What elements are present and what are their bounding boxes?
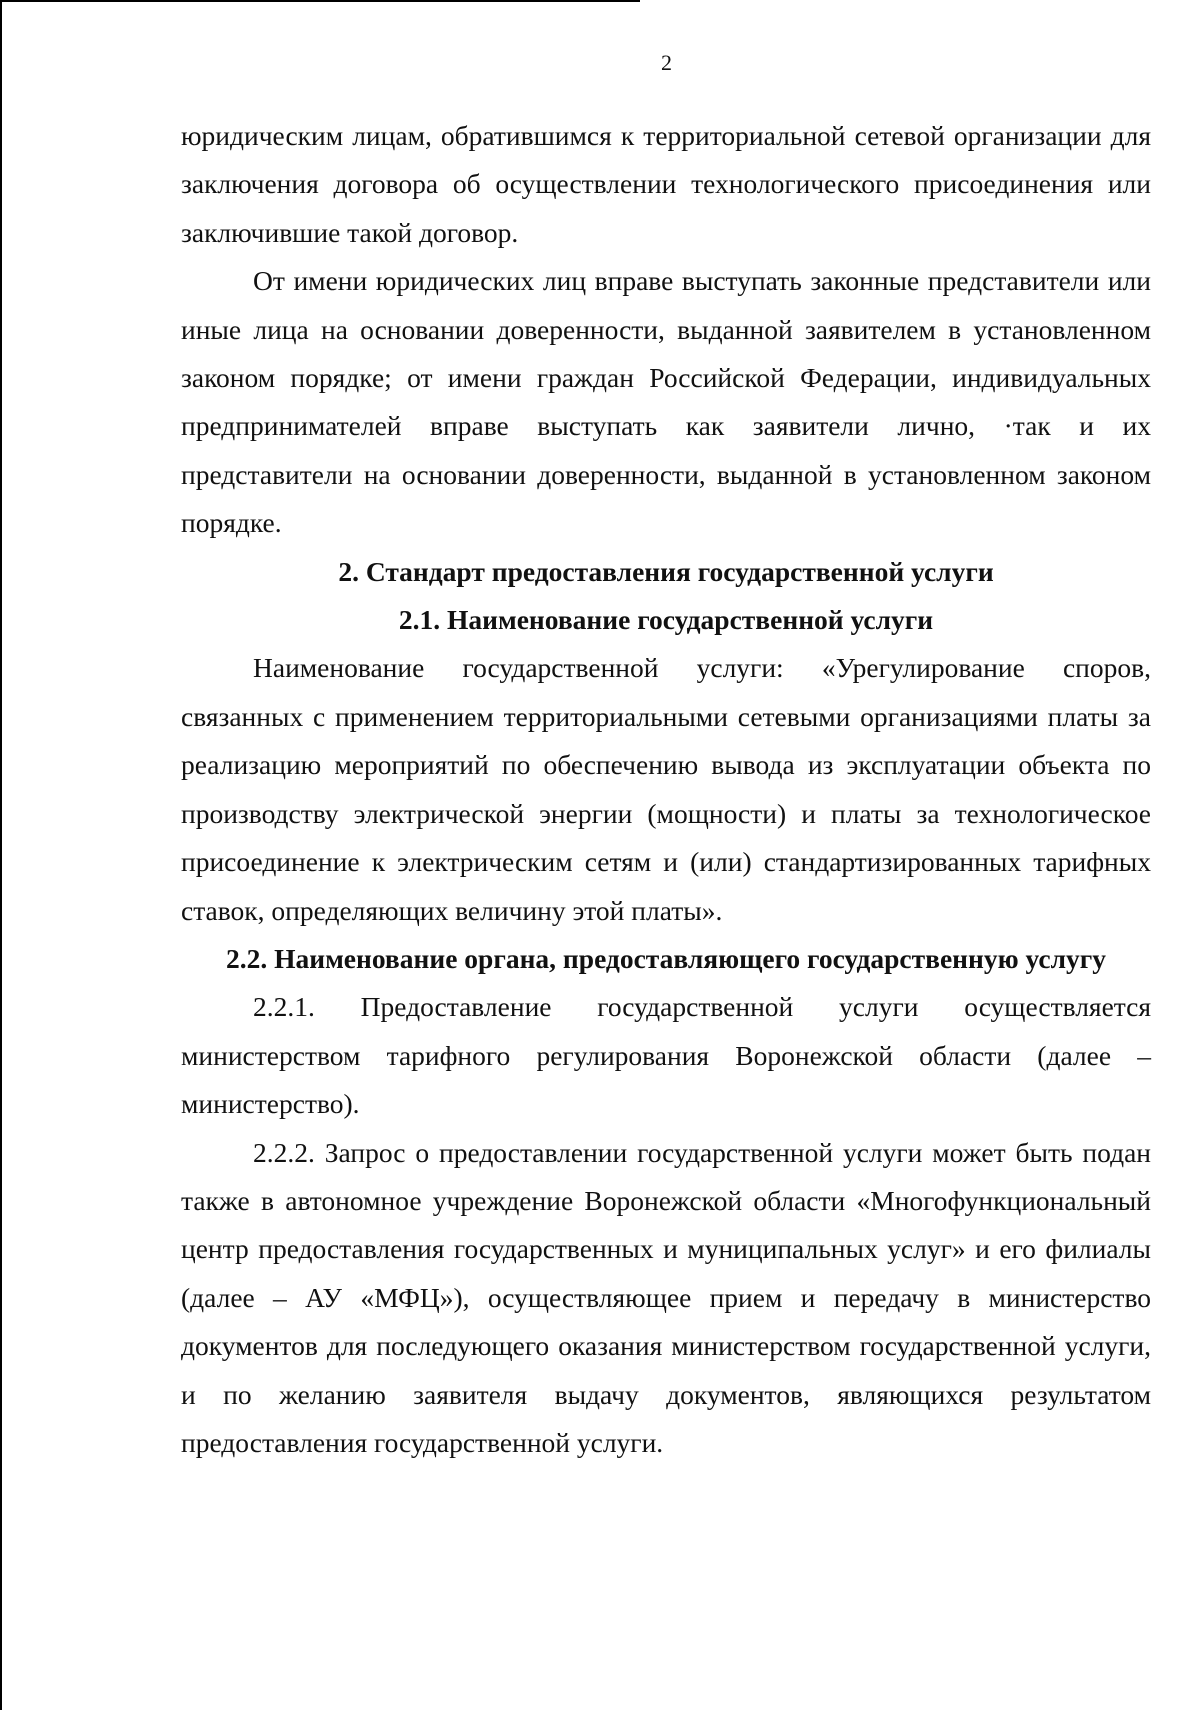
paragraph-2-2-2: 2.2.2. Запрос о предоставлении государственной услуги может быть подан также в автономное учреждение Воронежской области «Многофункциональный центр предоставления государственных и муниципальных услуг» и его филиалы (далее – АУ «МФЦ»), осуществляющее прием и передачу в министерство документов для последующего оказания министерством государственной услуги, и по желанию заявителя выдачу документов, являющихся результатом предоставления государственной услуги. [181,1136,1151,1458]
paragraph-applicants-continued: юридическим лицам, обратившимся к территориальной сетевой организации для заключения договора об осуществлении технологического присоединения или заключившие такой договор. [181,120,1151,248]
subsection-heading-service-name: 2.1. Наименование государственной услуги [398,604,934,636]
paragraph-service-name: Наименование государственной услуги: «Урегулирование споров, связанных с применением территориальными сетевыми организациями платы за реализацию мероприятий по обеспечению вывода из эксплуатации объекта по производству электрической энергии (мощности) и платы за технологическое присоединение к электрическим сетям и (или) стандартизированных тарифных ставок, определяющих величину этой платы». [181,652,1151,926]
subsection-heading-authority: 2.2. Наименование органа, предоставляющего государственную услугу [225,942,1107,974]
scan-edge-top [0,0,640,2]
page-number: 2 [661,50,672,75]
paragraph-2-2-1: 2.2.1. Предоставление государственной услуги осуществляется министерством тарифного регулирования Воронежской области (далее – министерство). [181,991,1151,1120]
paragraph-representatives: От имени юридических лиц вправе выступать законные представители или иные лица на основании доверенности, выданной заявителем в установленном законом порядке; от имени граждан Российской Федерации, индивидуальных предпринимателей вправе выступать как заявители лично, ·так и их представители на основании доверенности, выданной в установленном законом порядке. [181,265,1151,539]
scan-edge-left [0,0,2,1710]
document-body [181,112,1151,1467]
section-heading-standard: 2. Стандарт предоставления государственной услуги [338,555,994,587]
